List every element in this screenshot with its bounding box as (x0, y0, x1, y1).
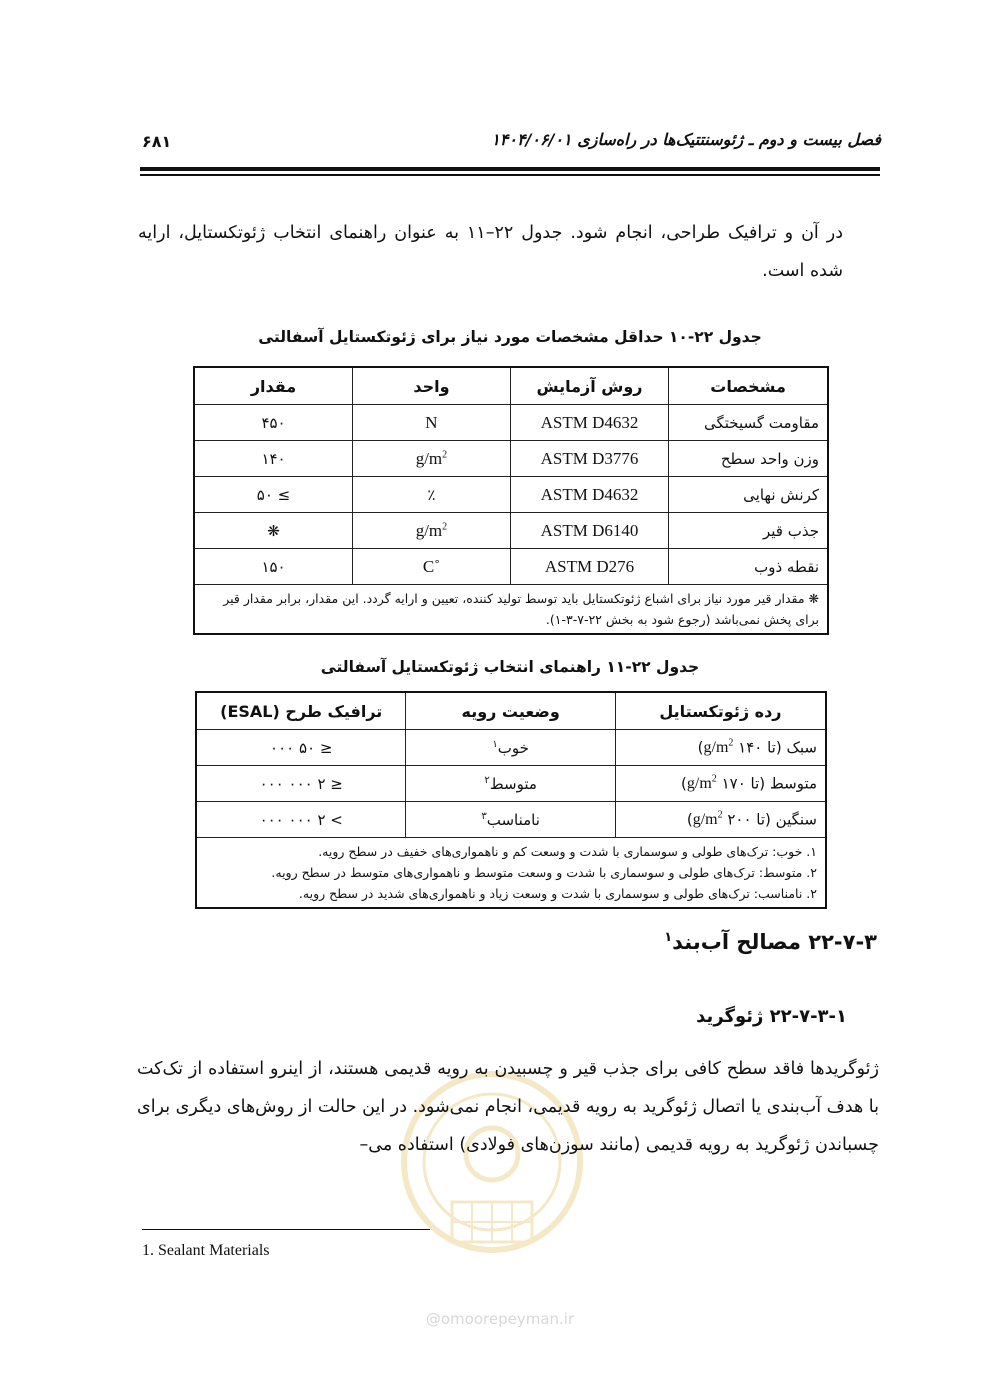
footnote-marker: ۱ (664, 930, 673, 945)
unit-cell: ٪ (353, 477, 511, 513)
unit-superscript: 2 (717, 809, 723, 821)
unit-superscript: 2 (442, 520, 448, 532)
page-number: ۶۸۱ (142, 132, 172, 151)
column-header: وضعیت رویه (406, 692, 615, 730)
intro-paragraph: در آن و ترافیک طراحی، انجام شود. جدول ۲۲–۱۱ به عنوان راهنمای انتخاب ژئوتکستایل، ارایه شده است. (138, 223, 843, 281)
value-cell: ۴۵۰ (194, 405, 353, 441)
condition-cell (406, 802, 615, 838)
table-note: ۲. متوسط: ترک‌های طولی و سوسماری با شدت و وسعت متوسط و ناهمواری‌های متوسط در سطح رویه. (271, 865, 817, 880)
spec-table (193, 366, 829, 635)
section-heading-text: ۲۲-۷-۳ مصالح آب‌بند (672, 930, 877, 954)
traffic-cell: ≤ ۵۰ ۰۰۰ (196, 730, 406, 766)
table-note: ۲. نامناسب: ترک‌های طولی و سوسماری با شدت و وسعت زیاد و ناهمواری‌های شدید در سطح رویه. (298, 886, 817, 901)
grade-close: ) (686, 810, 693, 829)
table-header-row (196, 692, 826, 730)
column-header: ترافیک طرح (ESAL) (196, 692, 406, 730)
body-paragraph: ژئوگریدها فاقد سطح کافی برای جذب قیر و چسبیدن به رویه قدیمی هستند، از اینرو استفاده از تک‌کت با هدف آب‌بندی یا اتصال ژئوگرید به رویه قدیمی، انجام نمی‌شود. در این حالت از روش‌های دیگری برای چسباندن ژئوگرید به رویه قدیمی (مانند سوزن‌های فولادی) استفاده می– (137, 1059, 879, 1155)
table-row (194, 477, 828, 513)
table-note: ۱. خوب: ترک‌های طولی و سوسماری با شدت و وسعت کم و ناهمواری‌های خفیف در سطح رویه. (318, 844, 817, 859)
grade-unit (704, 739, 734, 756)
unit-cell (353, 441, 511, 477)
grade-text: متوسط (تا ۱۷۰ (716, 774, 817, 793)
method-cell: ASTM D6140 (510, 513, 668, 549)
value-cell: ۱۴۰ (194, 441, 353, 477)
table-note: ❋ مقدار قیر مورد نیاز برای اشباع ژئوتکستایل باید توسط تولید کننده، تعیین و ارایه گردد. این مقدار، برابر مقدار قیر برای پخش نمی‌باشد (رجوع شود به بخش ۲۲-۷-۳-۱). (194, 585, 828, 635)
footnote-marker: ۲ (484, 774, 490, 786)
unit-text: g/m (415, 448, 443, 468)
table-caption: جدول ۲۲-۱۱ راهنمای انتخاب ژئوتکستایل آسفالتی (320, 658, 700, 676)
unit-text: g/m (703, 739, 729, 757)
grade-close: ) (681, 774, 687, 793)
method-cell: ASTM D3776 (510, 441, 668, 477)
header-rule (140, 167, 880, 171)
table-row (194, 549, 828, 585)
table-notes (196, 838, 826, 909)
grade-text: سبک (تا ۱۴۰ (733, 738, 817, 757)
unit-text: g/m (686, 775, 712, 793)
unit-text: g/m (692, 811, 718, 829)
value-cell: ۱۵۰ (194, 549, 353, 585)
condition-cell (406, 766, 615, 802)
unit-cell: ˚C (353, 549, 511, 585)
table-row (196, 802, 826, 838)
column-header: مقدار (194, 367, 353, 405)
subsection-heading: ۲۲-۷-۳-۱ ژئوگرید (696, 1006, 847, 1027)
column-header: واحد (353, 367, 511, 405)
grade-close: ) (697, 738, 704, 757)
unit-cell (353, 513, 511, 549)
condition-text: نامناسب (486, 810, 540, 829)
unit-superscript: 2 (442, 448, 448, 460)
value-cell: ≥ ۵۰ (194, 477, 353, 513)
method-cell: ASTM D4632 (510, 477, 668, 513)
table-row (196, 730, 826, 766)
column-header: رده ژئوتکستایل (615, 692, 826, 730)
grade-cell (615, 802, 826, 838)
property-cell: جذب قیر (669, 513, 828, 549)
table-header-row (194, 367, 828, 405)
section-heading (664, 930, 877, 954)
condition-text: متوسط (489, 774, 537, 793)
property-cell: کرنش نهایی (669, 477, 828, 513)
property-cell: مقاومت گسیختگی (669, 405, 828, 441)
footnote: 1. Sealant Materials (142, 1242, 270, 1259)
footnote-marker: ۱ (492, 738, 498, 750)
footnote-rule (142, 1229, 430, 1230)
method-cell: ASTM D276 (510, 549, 668, 585)
running-header: فصل بیست و دوم ـ ژئوسنتتیک‌ها در راه‌سازی ۱۴۰۴/۰۶/۰۱ (491, 130, 881, 149)
traffic-cell: > ۲ ۰۰۰ ۰۰۰ (196, 802, 406, 838)
column-header: مشخصات (669, 367, 828, 405)
table-note-row (196, 838, 826, 909)
watermark-text: @omoorepeyman.ir (425, 1310, 575, 1328)
property-cell: نقطه ذوب (669, 549, 828, 585)
grade-cell (615, 730, 826, 766)
traffic-cell: ≤ ۲ ۰۰۰ ۰۰۰ (196, 766, 406, 802)
grade-unit (693, 811, 723, 828)
grade-unit (687, 775, 717, 792)
header-rule (140, 174, 880, 176)
column-header: روش آزمایش (510, 367, 668, 405)
condition-text: خوب (497, 738, 529, 757)
table-row (194, 513, 828, 549)
unit-text: g/m (415, 520, 443, 540)
method-cell: ASTM D4632 (510, 405, 668, 441)
selection-table (195, 691, 827, 909)
unit-cell: N (353, 405, 511, 441)
unit-superscript: 2 (728, 737, 734, 749)
value-cell: ❋ (194, 513, 353, 549)
grade-text: سنگین (تا ۲۰۰ (722, 810, 817, 829)
grade-cell (615, 766, 826, 802)
unit-superscript: 2 (711, 773, 717, 785)
table-row (194, 441, 828, 477)
table-note-row (194, 585, 828, 635)
table-caption: جدول ۲۲-۱۰ حداقل مشخصات مورد نیاز برای ژئوتکستایل آسفالتی (258, 328, 762, 346)
property-cell: وزن واحد سطح (669, 441, 828, 477)
table-row (196, 766, 826, 802)
footnote-marker: ۳ (481, 810, 487, 822)
condition-cell (406, 730, 615, 766)
table-row (194, 405, 828, 441)
